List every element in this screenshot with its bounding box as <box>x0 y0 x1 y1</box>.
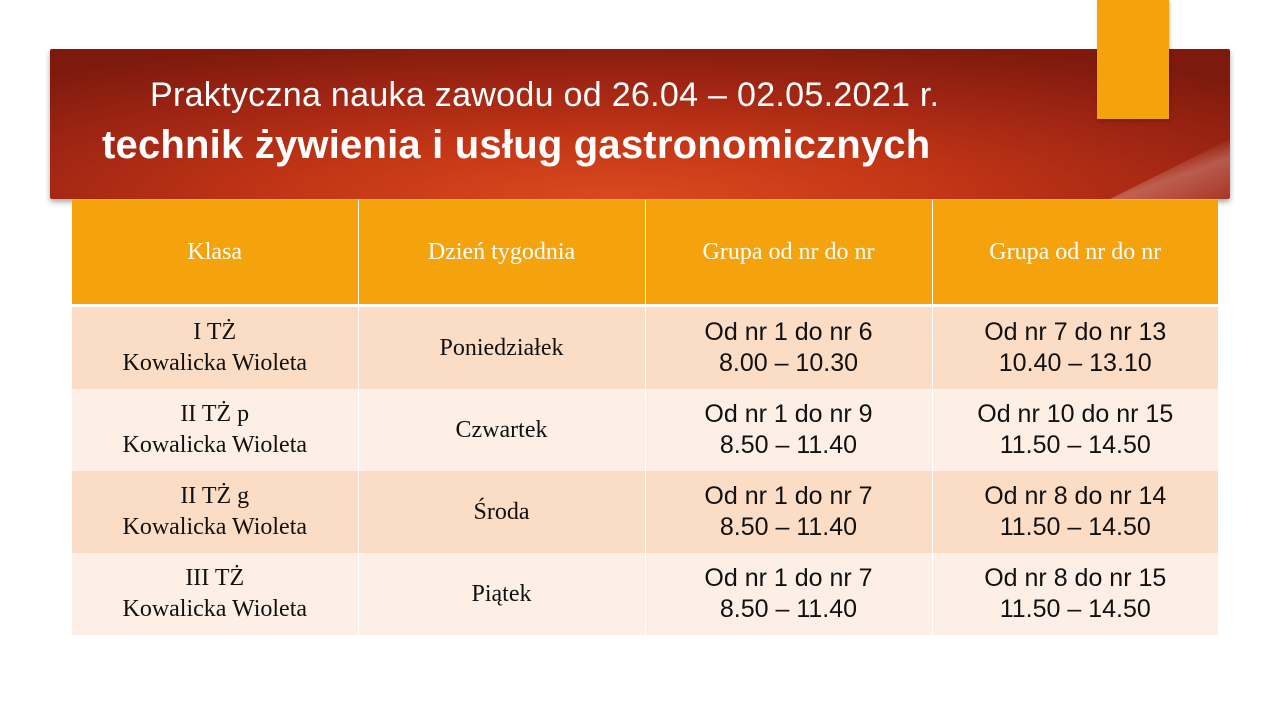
cell-day: Środa <box>358 471 645 553</box>
cell-group-1 <box>645 553 932 635</box>
class-name: II TŻ p <box>180 401 250 427</box>
cell-day: Poniedziałek <box>358 306 645 390</box>
group-range: Od nr 8 do nr 15 <box>984 564 1167 592</box>
group-time: 10.40 – 13.10 <box>998 349 1152 377</box>
teacher-name: Kowalicka Wioleta <box>122 432 308 458</box>
cell-klasa <box>72 306 358 390</box>
cell-group-2 <box>932 306 1218 390</box>
group-time: 8.50 – 11.40 <box>719 513 858 541</box>
group-time: 8.50 – 11.40 <box>719 431 858 459</box>
title-banner <box>50 49 1230 199</box>
cell-group-1 <box>645 389 932 471</box>
cell-klasa <box>72 471 358 553</box>
cell-klasa <box>72 389 358 471</box>
schedule-table <box>72 200 1218 635</box>
group-time: 11.50 – 14.50 <box>999 595 1151 623</box>
cell-group-2 <box>932 553 1218 635</box>
table-row <box>72 471 1218 553</box>
table-row <box>72 389 1218 471</box>
group-time: 11.50 – 14.50 <box>999 431 1151 459</box>
title-date-line: Praktyczna nauka zawodu od 26.04 – 02.05.2021 r. <box>150 76 940 114</box>
accent-block <box>1097 0 1169 119</box>
cell-day: Czwartek <box>358 389 645 471</box>
group-range: Od nr 1 do nr 7 <box>704 564 873 592</box>
group-time: 11.50 – 14.50 <box>999 513 1151 541</box>
cell-klasa <box>72 553 358 635</box>
cell-day: Piątek <box>358 553 645 635</box>
class-name: II TŻ g <box>180 483 250 509</box>
teacher-name: Kowalicka Wioleta <box>122 596 308 622</box>
header-dzien: Dzień tygodnia <box>358 200 645 306</box>
group-range: Od nr 1 do nr 9 <box>704 400 873 428</box>
cell-group-2 <box>932 389 1218 471</box>
group-range: Od nr 1 do nr 6 <box>704 318 873 346</box>
header-grupa-2: Grupa od nr do nr <box>932 200 1218 306</box>
group-time: 8.50 – 11.40 <box>719 595 858 623</box>
teacher-name: Kowalicka Wioleta <box>122 350 308 376</box>
header-klasa: Klasa <box>72 200 358 306</box>
group-time: 8.00 – 10.30 <box>718 349 858 377</box>
title-profession-line: technik żywienia i usług gastronomicznych <box>102 123 931 167</box>
cell-group-1 <box>645 306 932 390</box>
group-range: Od nr 10 do nr 15 <box>977 400 1174 428</box>
class-name: I TŻ <box>193 319 237 345</box>
cell-group-1 <box>645 471 932 553</box>
header-grupa-1: Grupa od nr do nr <box>645 200 932 306</box>
class-name: III TŻ <box>185 565 245 591</box>
group-range: Od nr 7 do nr 13 <box>984 318 1167 346</box>
table-row <box>72 306 1218 390</box>
table-row <box>72 553 1218 635</box>
teacher-name: Kowalicka Wioleta <box>122 514 308 540</box>
group-range: Od nr 1 do nr 7 <box>704 482 873 510</box>
group-range: Od nr 8 do nr 14 <box>984 482 1167 510</box>
table-header-row <box>72 200 1218 306</box>
cell-group-2 <box>932 471 1218 553</box>
